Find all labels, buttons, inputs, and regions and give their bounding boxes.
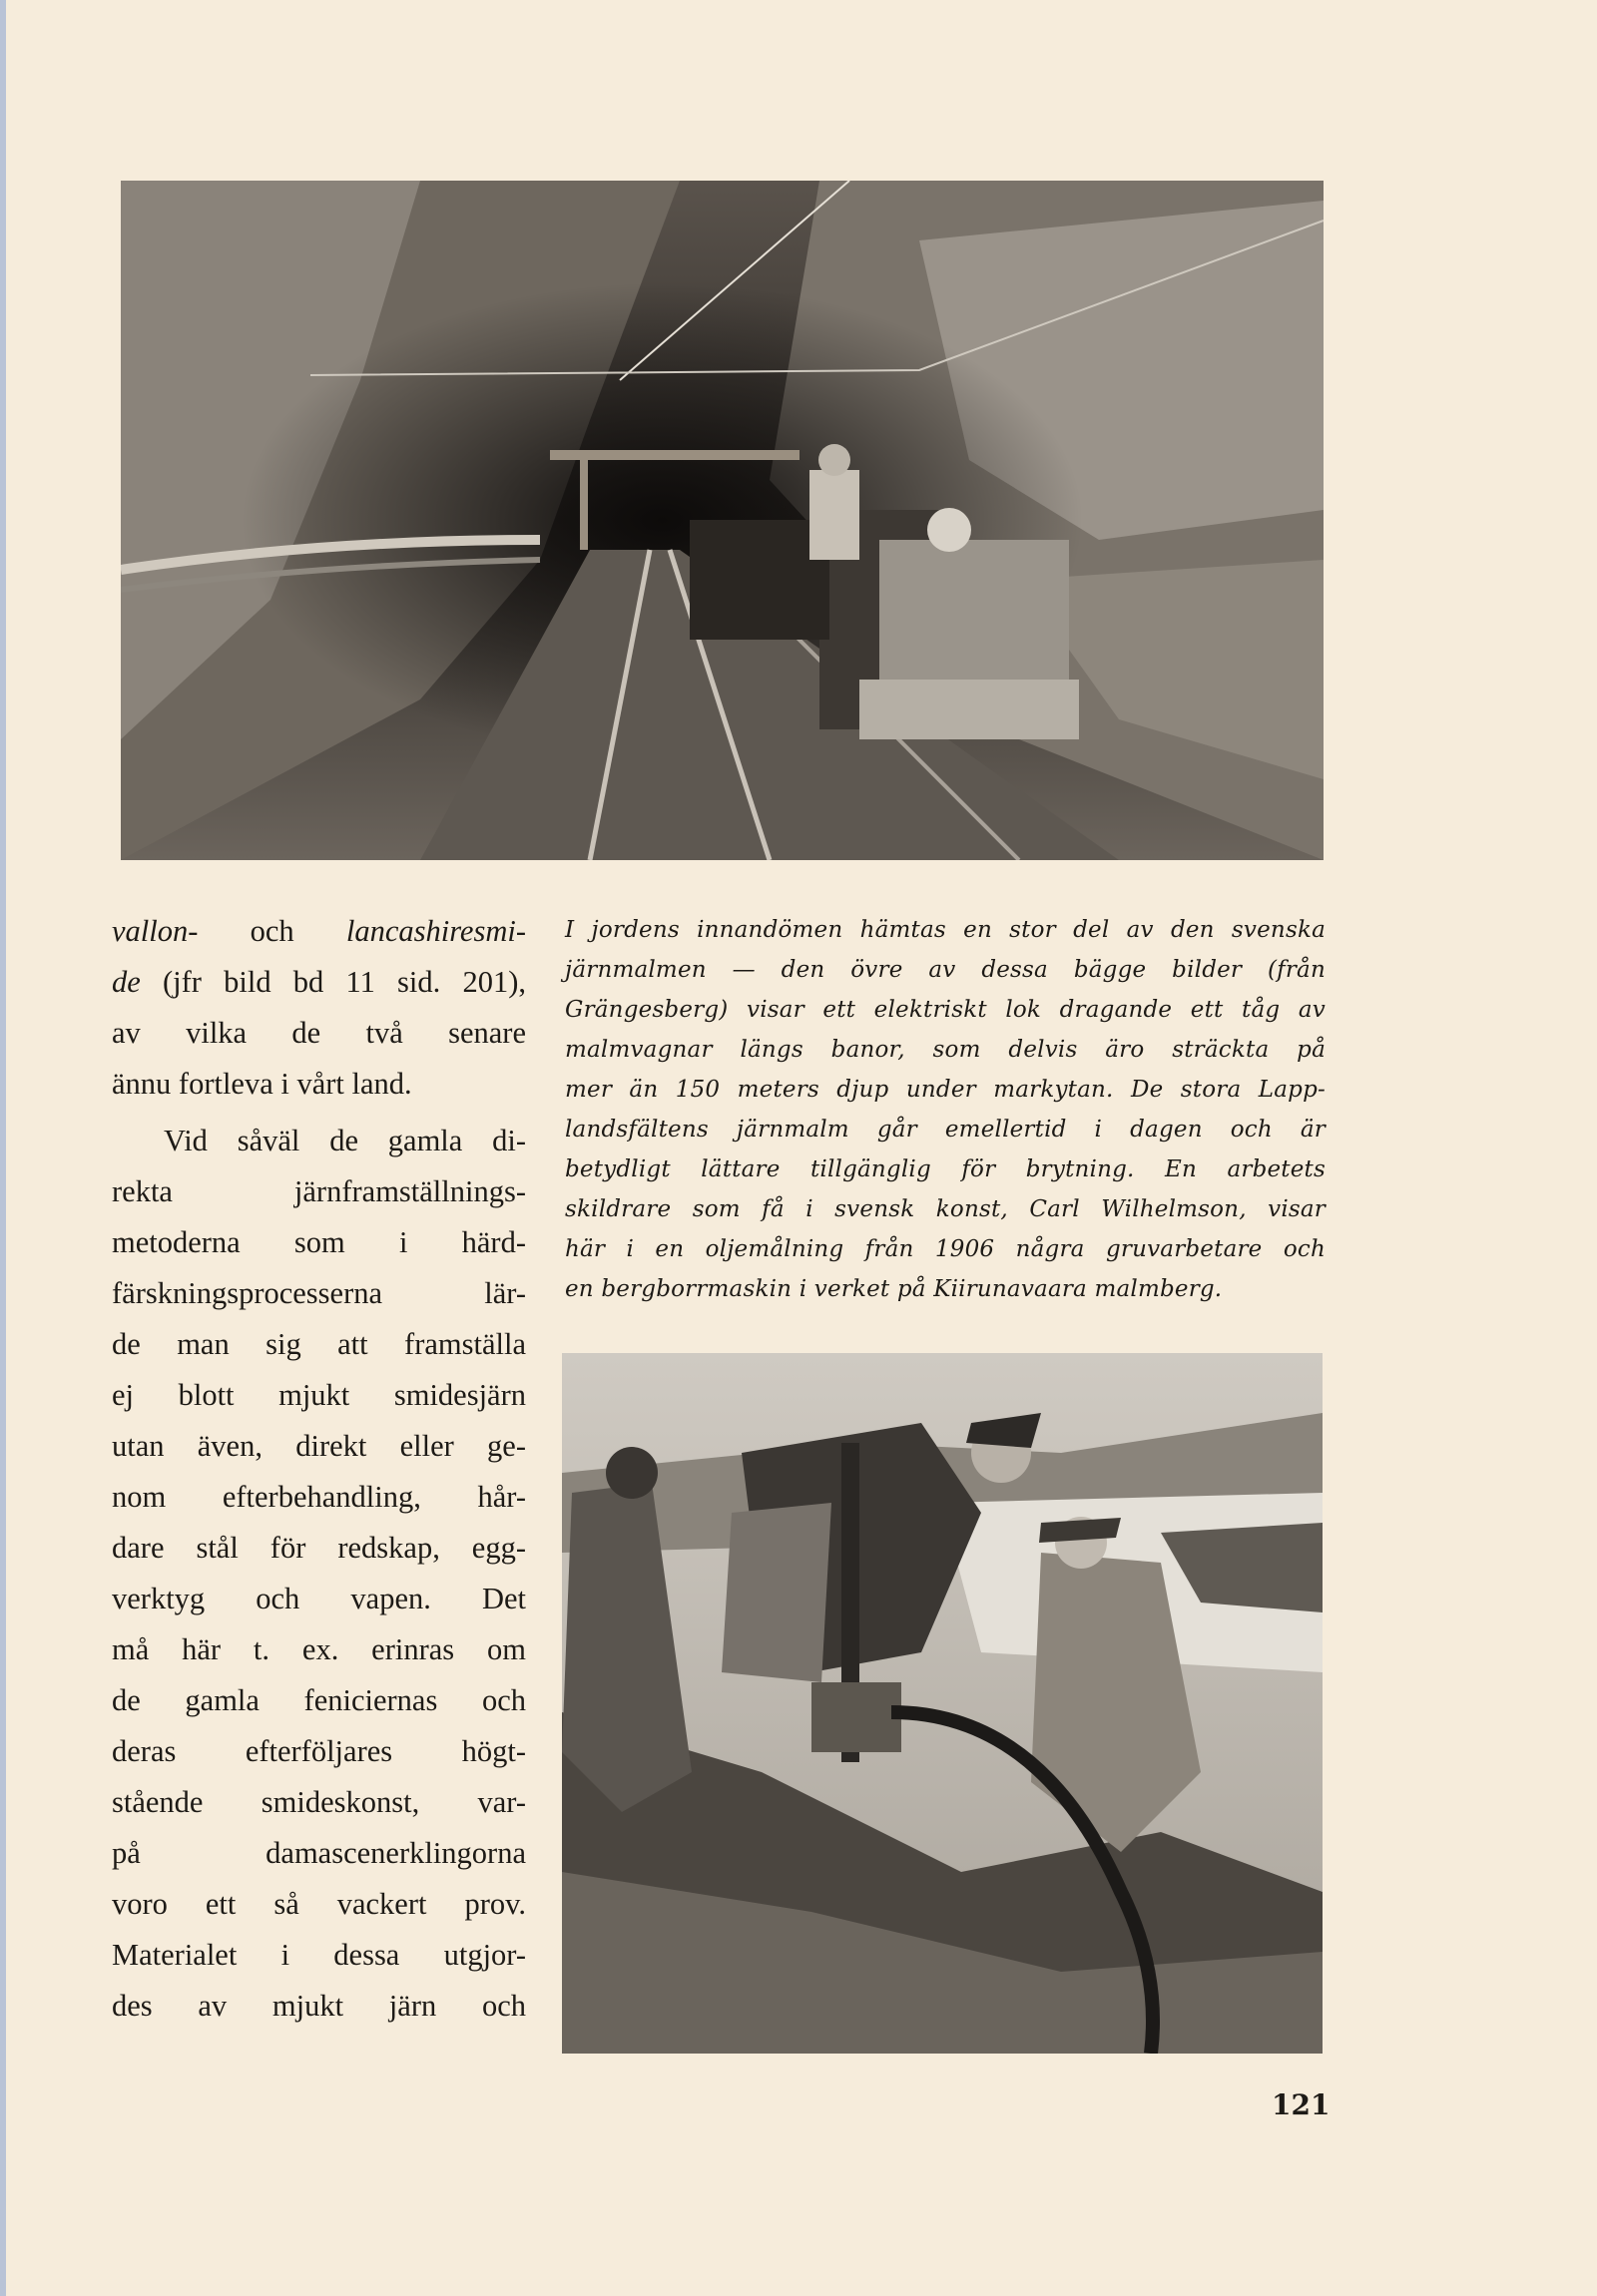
page-edge: [0, 0, 6, 2296]
mine-tunnel-photo: [121, 181, 1324, 860]
miners-painting: [562, 1353, 1323, 2054]
body-line: ännu fortleva i vårt land.: [112, 1067, 412, 1101]
body-line: de man sig att framställa: [112, 1327, 526, 1361]
caption-line: en bergborrmaskin i verket på Kiirunavaara malmberg.: [565, 1276, 1223, 1302]
body-line: vallon- och lancashiresmi-: [112, 914, 526, 948]
body-line: deras efterföljares högt-: [112, 1734, 526, 1768]
body-line: färskningsprocesserna lär-: [112, 1276, 526, 1310]
body-line: verktyg och vapen. Det: [112, 1582, 526, 1615]
body-line: dare stål för redskap, egg-: [112, 1531, 526, 1565]
body-line: voro ett så vackert prov.: [112, 1887, 526, 1921]
caption-line: malmvagnar längs banor, som delvis äro sträckta på: [565, 1037, 1326, 1063]
photo-caption: [565, 910, 1326, 1309]
caption-line: mer än 150 meters djup under markytan. De stora Lapp-: [565, 1077, 1326, 1103]
body-text-column: [112, 906, 526, 2032]
body-line: Vid såväl de gamla di-: [164, 1124, 526, 1157]
caption-line: landsfältens järnmalm går emellertid i dagen och är: [565, 1117, 1326, 1143]
caption-line: järnmalmen — den övre av dessa bägge bilder (från: [565, 957, 1326, 983]
caption-line: här i en oljemålning från 1906 några gruvarbetare och: [565, 1236, 1326, 1262]
body-line: des av mjukt järn och: [112, 1989, 526, 2023]
caption-line: skildrare som få i svensk konst, Carl Wilhelmson, visar: [565, 1196, 1326, 1222]
body-line: stående smideskonst, var-: [112, 1785, 526, 1819]
body-line: utan även, direkt eller ge-: [112, 1429, 526, 1463]
body-line: av vilka de två senare: [112, 1016, 526, 1050]
body-line: de gamla feniciernas och: [112, 1683, 526, 1717]
caption-line: betydligt lättare tillgänglig för brytning. En arbetets: [565, 1156, 1326, 1182]
body-line: de (jfr bild bd 11 sid. 201),: [112, 965, 526, 999]
page-number: 121: [1272, 2088, 1331, 2121]
body-line: nom efterbehandling, hår-: [112, 1480, 526, 1514]
caption-line: Grängesberg) visar ett elektriskt lok dragande ett tåg av: [565, 997, 1326, 1023]
caption-line: I jordens innandömen hämtas en stor del av den svenska: [565, 917, 1326, 943]
body-line: Materialet i dessa utgjor-: [112, 1938, 526, 1972]
body-line: på damascenerklingorna: [112, 1836, 526, 1870]
body-line: må här t. ex. erinras om: [112, 1632, 526, 1666]
body-line: ej blott mjukt smidesjärn: [112, 1378, 526, 1412]
body-line: rekta järnframställnings-: [112, 1174, 526, 1208]
body-line: metoderna som i härd-: [112, 1225, 526, 1259]
